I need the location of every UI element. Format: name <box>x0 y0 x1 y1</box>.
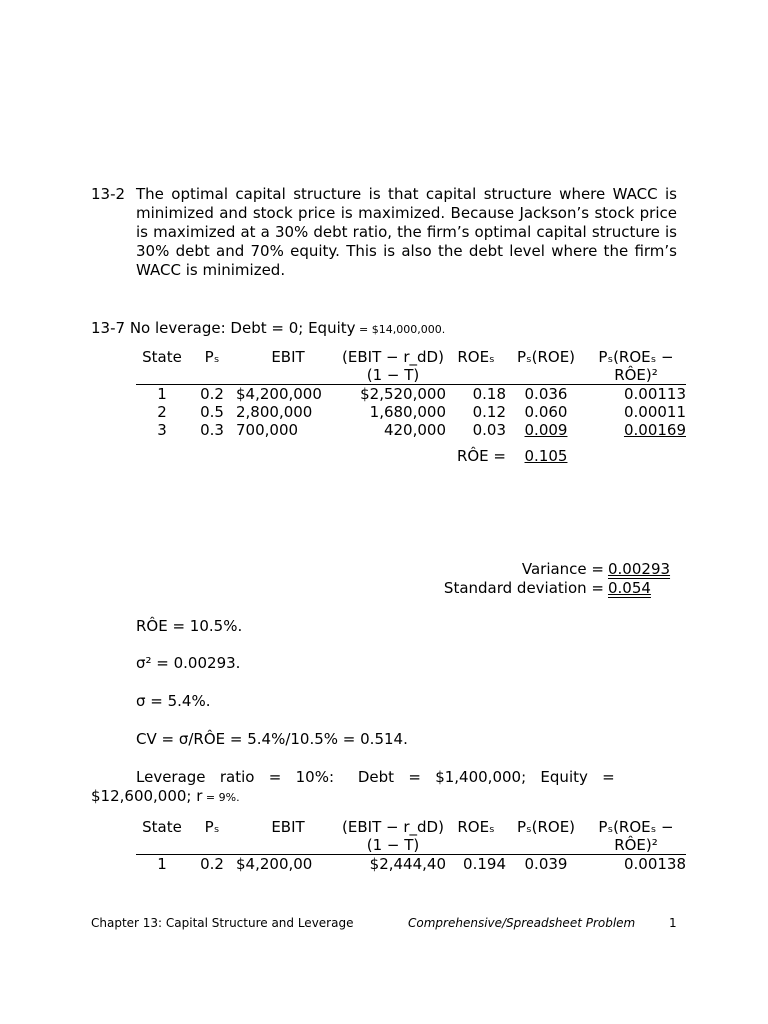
cell-roe: 0.12 <box>472 403 506 421</box>
intro-text: No leverage: Debt = 0; Equity <box>129 319 356 337</box>
cell-ps-roe: 0.009 <box>524 421 568 439</box>
result-roe-hat: RÔE = 10.5%. <box>136 617 243 635</box>
table-row <box>136 385 686 404</box>
cell-ps-roe: 0.060 <box>524 403 568 421</box>
footer-chapter: Chapter 13: Capital Structure and Leverage <box>91 916 354 930</box>
cell-dev: 0.00011 <box>623 403 686 421</box>
col-ps: Pₛ <box>204 348 220 366</box>
table-row <box>136 855 686 874</box>
col-roe: ROEₛ <box>457 818 495 836</box>
variance-label: Variance = <box>521 560 604 578</box>
result-variance: σ² = 0.00293. <box>136 654 241 672</box>
cell-ebit-after: 1,680,000 <box>369 403 446 421</box>
cell-ebit: $4,200,00 <box>236 855 313 873</box>
cell-dev: 0.00113 <box>623 385 686 403</box>
problem-text: The optimal capital structure is that capital structure where WACC is minimized and stock price is maximized. Because Jackson’s stock price is maximized at a 30% debt ratio, the firm’s optimal capital structure is 30% debt and 70% equity. This is also the debt level where the firm’s WACC is minimized. <box>136 185 677 279</box>
cell-state: 1 <box>157 855 167 873</box>
cell-state: 3 <box>157 421 167 439</box>
table-row <box>136 421 686 439</box>
result-sigma: σ = 5.4%. <box>136 692 211 710</box>
cell-ebit-after: $2,444,40 <box>369 855 446 873</box>
col-ps-roe: Pₛ(ROE) <box>516 348 576 366</box>
problem-number: 13-2 <box>91 185 126 203</box>
col-ps-roe-dev: Pₛ(ROEₛ − RÔE)² <box>598 818 674 854</box>
cell-ps: 0.2 <box>200 385 224 403</box>
problem-13-7-intro <box>91 319 445 337</box>
cell-ebit: 2,800,000 <box>236 403 313 421</box>
leverage-rate: = 9%. <box>202 791 240 804</box>
cell-roe: 0.18 <box>472 385 506 403</box>
cell-ps-roe: 0.036 <box>524 385 568 403</box>
problem-number: 13-7 <box>91 319 126 337</box>
leverage-line-1: Leverage ratio = 10%: Debt = $1,400,000; Equity = <box>136 768 615 786</box>
col-ps-roe: Pₛ(ROE) <box>516 818 576 836</box>
cell-state: 1 <box>157 385 167 403</box>
col-ebit-after: (EBIT − r_dD)(1 − T) <box>342 348 444 384</box>
col-ebit: EBIT <box>271 348 305 366</box>
col-ebit: EBIT <box>271 818 305 836</box>
cell-ps-roe: 0.039 <box>524 855 568 873</box>
cell-dev: 0.00169 <box>623 421 686 439</box>
col-roe: ROEₛ <box>457 348 495 366</box>
intro-small: = $14,000,000. <box>355 323 446 336</box>
table-header-row <box>136 348 686 385</box>
table-row <box>136 403 686 421</box>
result-cv: CV = σ/RÔE = 5.4%/10.5% = 0.514. <box>136 730 408 748</box>
cell-ebit: $4,200,000 <box>236 385 322 403</box>
col-state: State <box>142 818 182 836</box>
no-leverage-table <box>136 348 686 465</box>
cell-dev: 0.00138 <box>623 855 686 873</box>
col-ps: Pₛ <box>204 818 220 836</box>
footer-section: Comprehensive/Spreadsheet Problem <box>408 916 636 930</box>
table-header-row <box>136 818 686 855</box>
col-state: State <box>142 348 182 366</box>
problem-13-2 <box>91 185 677 280</box>
variance-value: 0.00293 <box>608 560 671 578</box>
page-number: 1 <box>669 916 677 930</box>
roe-hat-row <box>136 439 686 465</box>
cell-roe: 0.03 <box>472 421 506 439</box>
cell-ps: 0.2 <box>200 855 224 873</box>
cell-roe: 0.194 <box>463 855 506 873</box>
cell-ebit-after: 420,000 <box>383 421 446 439</box>
leverage-equity: $12,600,000; r <box>91 787 203 805</box>
leverage-10-table <box>136 818 686 873</box>
roe-hat-label: RÔE = <box>456 447 506 465</box>
cell-ebit-after: $2,520,000 <box>360 385 446 403</box>
leverage-line-2 <box>91 787 240 805</box>
col-ebit-after: (EBIT − r_dD)(1 − T) <box>342 818 444 854</box>
cell-ps: 0.5 <box>200 403 224 421</box>
roe-hat-value: 0.105 <box>524 447 568 465</box>
cell-ps: 0.3 <box>200 421 224 439</box>
cell-ebit: 700,000 <box>236 421 299 439</box>
cell-state: 2 <box>157 403 167 421</box>
sd-value: 0.054 <box>608 579 651 597</box>
col-ps-roe-dev: Pₛ(ROEₛ − RÔE)² <box>598 348 674 384</box>
sd-label: Standard deviation = <box>443 579 604 597</box>
